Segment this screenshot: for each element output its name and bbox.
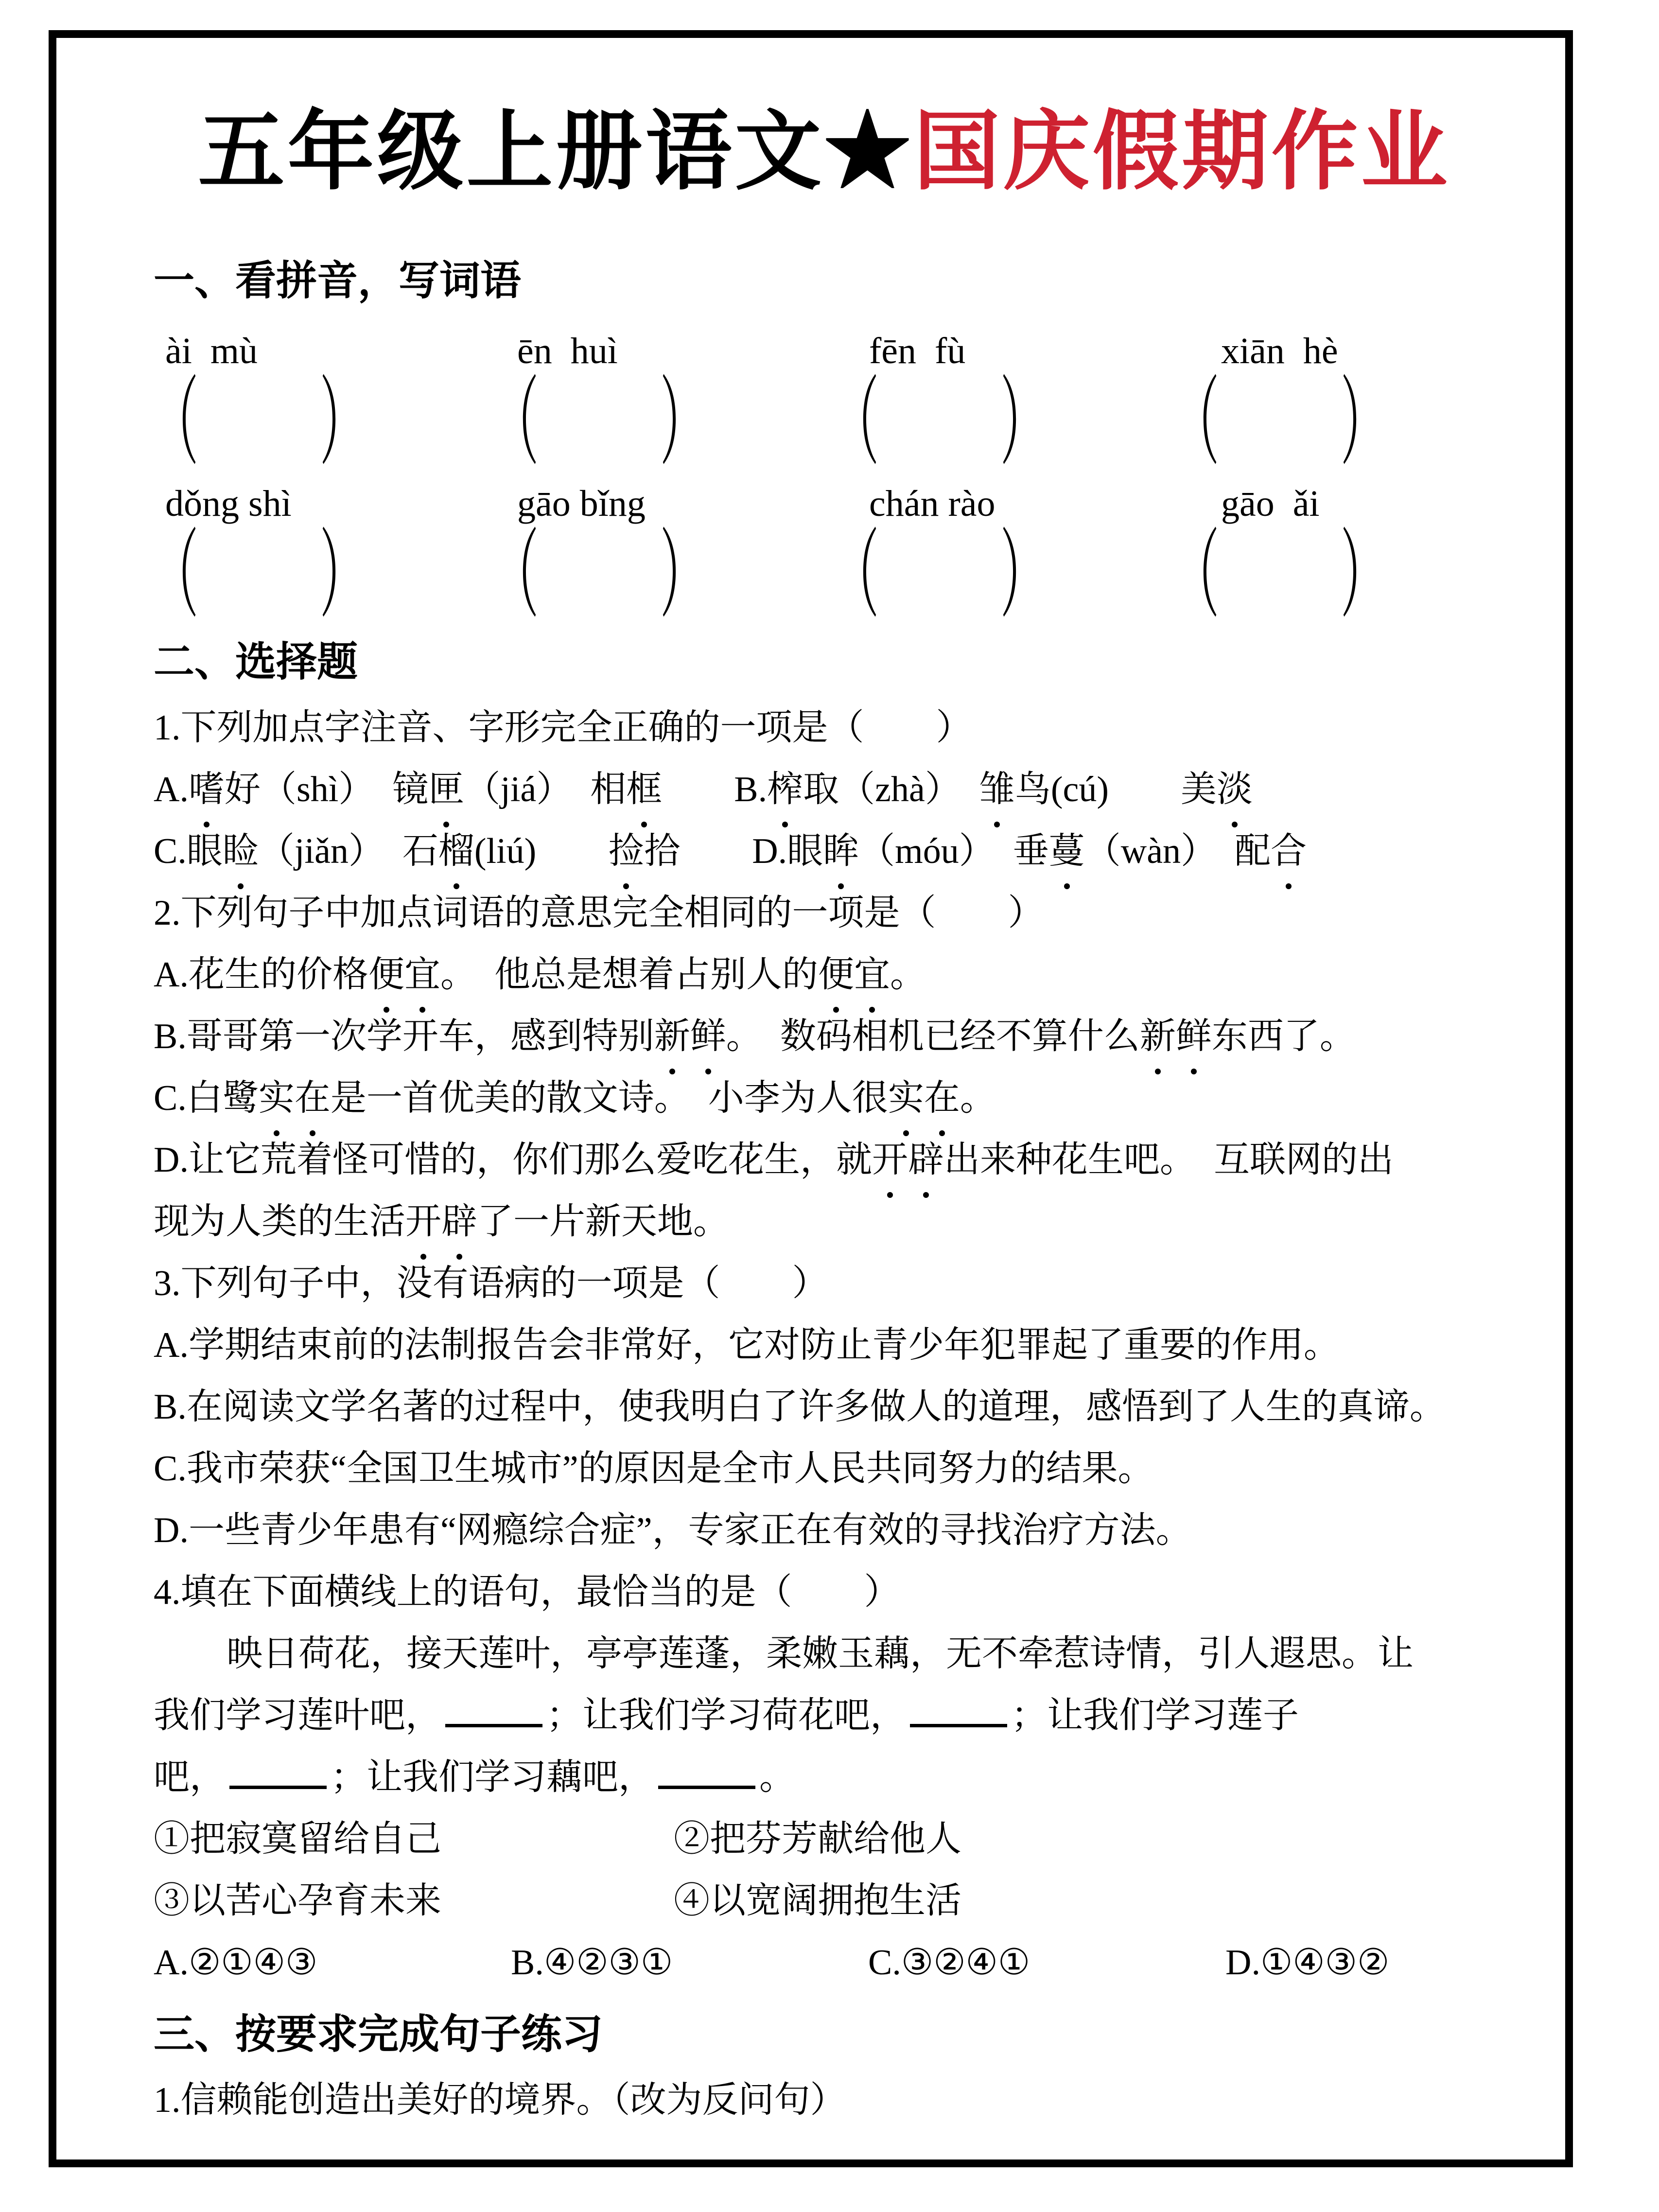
q4-answer-options — [154, 1932, 1524, 1994]
fill-in-blank — [229, 1757, 327, 1789]
dotted-char: 捡 — [608, 821, 644, 882]
option-item: ③以苦心孕育未来 — [154, 1881, 441, 1921]
q2-option-a: A.花生的价格便宜。 他总是想着占别人的便宜。 — [154, 944, 1524, 1006]
option-item: A.②①④③ — [154, 1943, 318, 1983]
q2-option-d-line2: 现为人类的生活开辟了一片新天地。 — [154, 1191, 1524, 1253]
q4-stem: 4.填在下面横线上的语句，最恰当的是（ ） — [154, 1572, 900, 1612]
q2-option-d-line1: D.让它荒着怪可惜的，你们那么爱吃花生，就开辟出来种花生吧。 互联网的出 — [154, 1129, 1524, 1191]
page-title — [124, 91, 1524, 213]
answer-parens — [1174, 369, 1515, 476]
dotted-char: 在 — [295, 1068, 331, 1129]
pinyin-word: ēn huì — [517, 331, 618, 371]
paren-open-icon: （ — [494, 522, 539, 629]
q4-items-row-2 — [154, 1870, 1524, 1932]
paren-close-icon: ） — [1341, 369, 1386, 476]
paren-close-icon: ） — [660, 522, 705, 629]
dotted-char: 鲜 — [690, 1006, 726, 1068]
pinyin-word: gāo ǎi — [1221, 483, 1320, 524]
answer-parens — [834, 522, 1174, 629]
option-item: D.①④③② — [1225, 1943, 1390, 1983]
dotted-char: 匣 — [428, 759, 464, 821]
dotted-char: 开 — [872, 1129, 908, 1191]
option-item: B.④②③① — [511, 1943, 673, 1983]
dotted-char: 辟 — [441, 1191, 477, 1253]
fill-in-blank — [445, 1696, 542, 1727]
paren-close-icon: ） — [320, 522, 365, 629]
pinyin-word: dǒng shì — [165, 483, 292, 524]
pinyin-word: gāo bǐng — [517, 483, 646, 524]
paren-open-icon: （ — [154, 522, 199, 629]
paren-close-icon: ） — [1000, 522, 1046, 629]
q3-option-b: B.在阅读文学名著的过程中，使我明白了许多做人的道理，感悟到了人生的真谛。 — [154, 1387, 1446, 1427]
answer-parens — [494, 522, 834, 629]
paren-close-icon: ） — [660, 369, 705, 476]
option-item: ④以宽阔拥抱生活 — [674, 1881, 961, 1921]
star-icon: ★ — [824, 104, 914, 200]
dotted-char: 便 — [818, 944, 854, 1006]
q3-option-c: C.我市荣获“全国卫生城市”的原因是全市人民共同努力的结果。 — [154, 1449, 1154, 1489]
answer-parens — [154, 522, 494, 629]
dotted-char: 开 — [405, 1191, 441, 1253]
answer-parens — [1174, 522, 1515, 629]
q2-option-c: C.白鹭实在是一首优美的散文诗。 小李为人很实在。 — [154, 1068, 1524, 1129]
answer-parens-row-2 — [154, 522, 1524, 629]
answer-parens — [154, 369, 494, 476]
paren-open-icon: （ — [834, 522, 879, 629]
dotted-char: 雏 — [979, 759, 1015, 821]
dotted-char: 新 — [654, 1006, 690, 1068]
q1-option-cd: C.眼睑（jiǎn） 石榴(liú) 捡拾 D.眼眸（móu） 垂蔓（wàn） 配合 — [154, 821, 1524, 882]
paren-close-icon: ） — [1341, 522, 1386, 629]
q4-para-line1: 映日荷花，接天莲叶，亭亭莲蓬，柔嫩玉藕，无不牵惹诗情，引人遐思。让 — [227, 1634, 1414, 1674]
q3-option-d: D.一些青少年患有“网瘾综合症”，专家正在有效的寻找治疗方法。 — [154, 1510, 1192, 1550]
q2-stem: 2.下列句子中加点词语的意思完全相同的一项是（ ） — [154, 893, 1044, 933]
q4-items-row-1 — [154, 1808, 1524, 1870]
pinyin-word: xiān hè — [1221, 331, 1338, 371]
pinyin-word: fēn fù — [869, 331, 966, 371]
dotted-char: 辟 — [908, 1129, 944, 1191]
option-item: ②把芬芳献给他人 — [674, 1819, 961, 1859]
dotted-char: 实 — [259, 1068, 295, 1129]
dotted-char: 框 — [626, 759, 662, 821]
q1-stem: 1.下列加点字注音、字形完全正确的一项是（ ） — [154, 708, 972, 748]
dotted-char: 新 — [1140, 1006, 1176, 1068]
fill-in-blank — [658, 1757, 755, 1789]
dotted-char: 蔓 — [1049, 821, 1085, 882]
dotted-char: 眸 — [823, 821, 859, 882]
paren-open-icon: （ — [154, 369, 199, 476]
dotted-char: 宜 — [854, 944, 890, 1006]
worksheet-lines — [154, 247, 1524, 2131]
dotted-char: 睑 — [223, 821, 259, 882]
paren-close-icon: ） — [1000, 369, 1046, 476]
paren-open-icon: （ — [494, 369, 539, 476]
pinyin-word: ài mù — [165, 331, 258, 371]
title-red: 国庆假期作业 — [913, 104, 1450, 200]
answer-parens-row-1 — [154, 369, 1524, 476]
pinyin-word: chán rào — [869, 483, 995, 524]
option-item: ①把寂寞留给自己 — [154, 1819, 441, 1859]
q2-option-b: B.哥哥第一次学开车，感到特别新鲜。 数码相机已经不算什么新鲜东西了。 — [154, 1006, 1524, 1068]
dotted-char: 榨 — [767, 759, 803, 821]
q4-para-line2: 我们学习莲叶吧， ；让我们学习荷花吧， ；让我们学习莲子 — [154, 1696, 1299, 1736]
s3-q1: 1.信赖能创造出美好的境界。（改为反问句） — [154, 2080, 846, 2120]
dotted-char: 便 — [368, 944, 404, 1006]
section-2-heading: 二、选择题 — [154, 640, 358, 685]
dotted-char: 鲜 — [1176, 1006, 1212, 1068]
fill-in-blank — [910, 1696, 1007, 1727]
section-1-heading: 一、看拼音，写词语 — [154, 259, 522, 304]
dotted-char: 淡 — [1217, 759, 1253, 821]
dotted-char: 合 — [1271, 821, 1307, 882]
worksheet-page — [49, 30, 1573, 2167]
paren-open-icon: （ — [1174, 522, 1220, 629]
title-black-text: 五年级上册语文 — [198, 104, 824, 200]
dotted-char: 实 — [888, 1068, 924, 1129]
q1-option-ab: A.嗜好（shì） 镜匣（jiá） 相框 B.榨取（zhà） 雏鸟(cú) 美淡 — [154, 759, 1524, 821]
dotted-char: 宜 — [404, 944, 440, 1006]
q4-para-line3: 吧， ；让我们学习藕吧， 。 — [154, 1757, 795, 1797]
dotted-char: 榴 — [438, 821, 474, 882]
paren-open-icon: （ — [1174, 369, 1220, 476]
dotted-char: 在 — [924, 1068, 960, 1129]
dotted-char: 嗜 — [189, 759, 225, 821]
worksheet-content — [56, 38, 1565, 2131]
section-3-heading: 三、按要求完成句子练习 — [154, 2012, 603, 2057]
option-item: C.③②④① — [868, 1943, 1030, 1983]
paren-open-icon: （ — [834, 369, 879, 476]
q3-option-a: A.学期结束前的法制报告会非常好，它对防止青少年犯罪起了重要的作用。 — [154, 1325, 1340, 1365]
answer-parens — [834, 369, 1174, 476]
paren-close-icon: ） — [320, 369, 365, 476]
answer-parens — [494, 369, 834, 476]
q3-stem: 3.下列句子中，没有语病的一项是（ ） — [154, 1264, 828, 1303]
